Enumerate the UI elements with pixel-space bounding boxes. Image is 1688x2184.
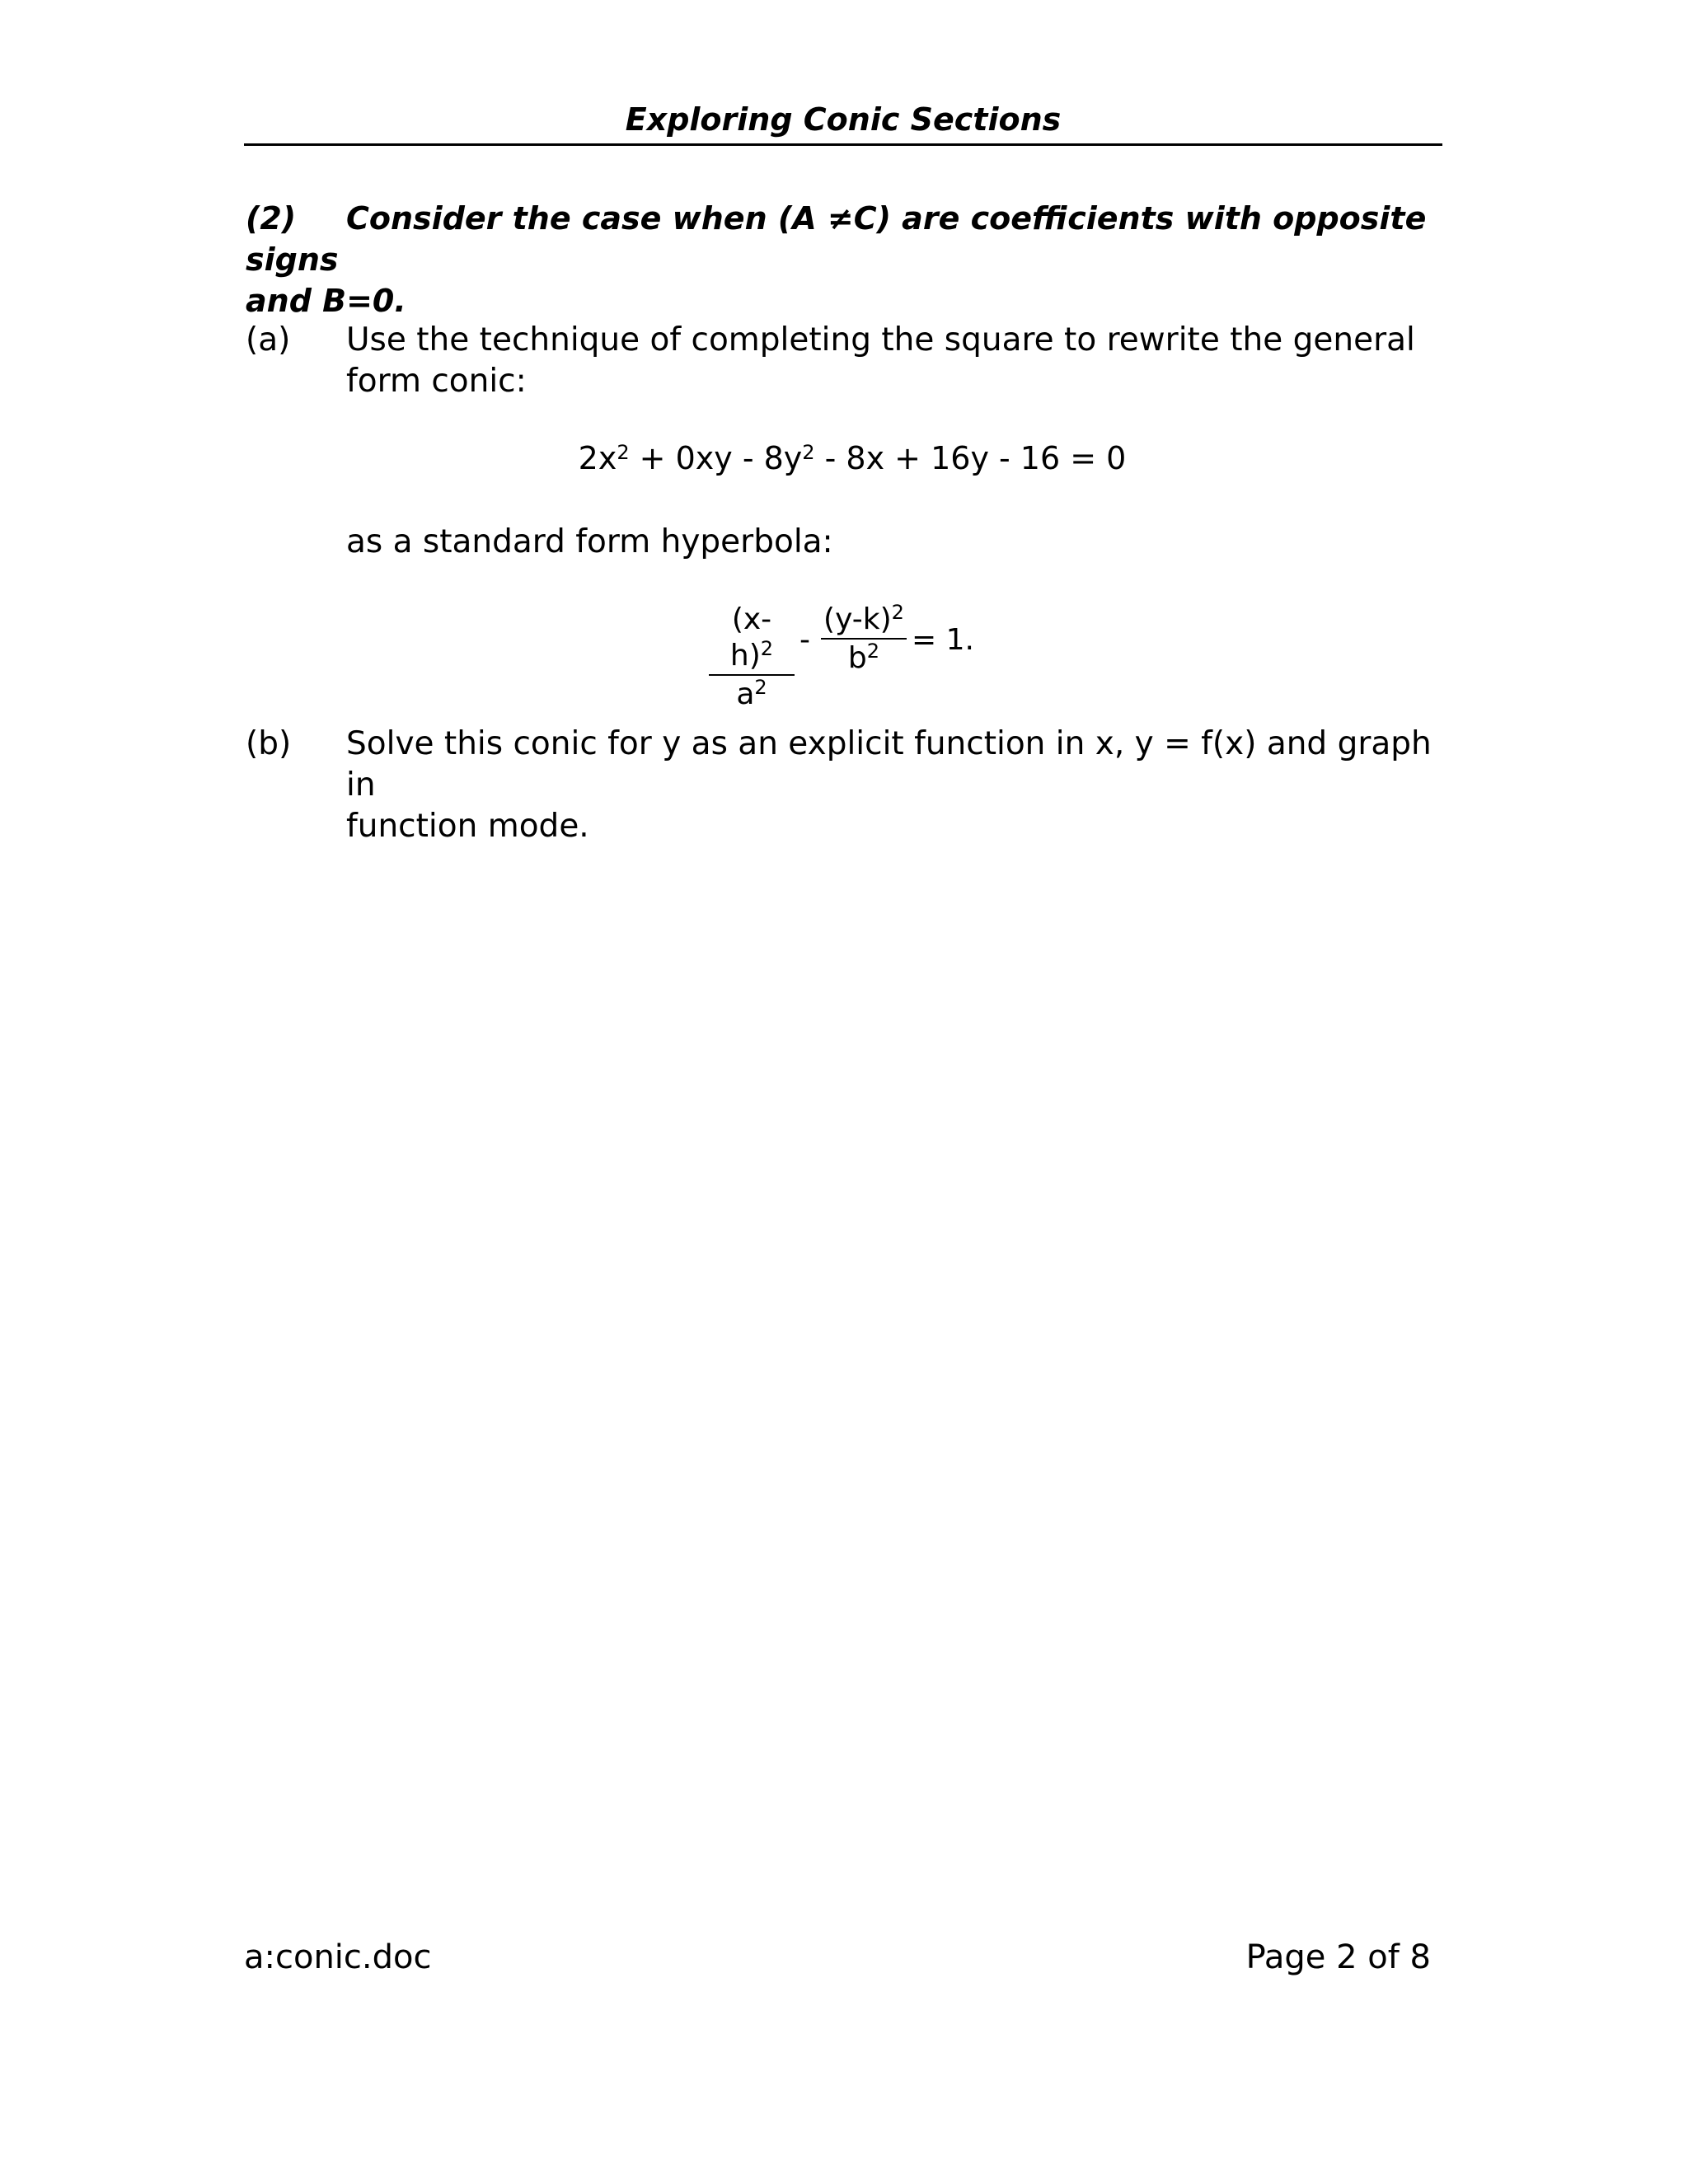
part-a-line1: Use the technique of completing the square to rewrite the general [346,321,1415,359]
standard-form-intro: as a standard form hyperbola: [346,523,833,560]
formula-equals: = 1. [912,623,974,657]
footer-page-number: Page 2 of 8 [1245,1938,1431,1976]
document-title: Exploring Conic Sections [625,101,1062,138]
part-b-label: (b) [246,725,292,762]
part-b-line1: Solve this conic for y as an explicit function in x, y = f(x) and graph in [346,725,1432,804]
part-b [246,724,1449,847]
part-a-line2: form conic: [346,363,527,400]
fraction-y-denominator: $b^2$ [847,640,880,675]
fraction-x-term [709,602,795,714]
footer-filename: a:conic.doc [244,1938,432,1976]
fraction-y-numerator: $(y-k)^2$ [821,602,907,640]
part-b-line2: function mode. [346,808,589,845]
problem-heading-text: Consider the case when (A ≠C) are coefficients with opposite signs [246,200,1427,278]
equation-term-1: 2x [578,440,617,476]
general-form-equation [0,437,1688,480]
equation-exponent-2: 2 [802,441,815,464]
fraction-x-denominator: $a^2$ [736,676,767,711]
problem-number: (2) [246,200,297,237]
part-a-label: (a) [246,321,291,359]
fraction-y-term [821,602,907,677]
equation-term-2: + 0xy - 8y [629,440,803,476]
page-header [244,96,1442,146]
equation-term-3: - 8x + 16y - 16 = 0 [814,440,1127,476]
problem-heading-line1 [246,198,1449,280]
problem-heading-line2: and B=0. [246,283,406,319]
part-a [246,320,1449,402]
equation-exponent-1: 2 [617,441,630,464]
problem-heading [246,198,1449,321]
fraction-x-numerator: $(x-h)^2$ [709,602,795,676]
formula-minus-sign: - [799,623,810,657]
